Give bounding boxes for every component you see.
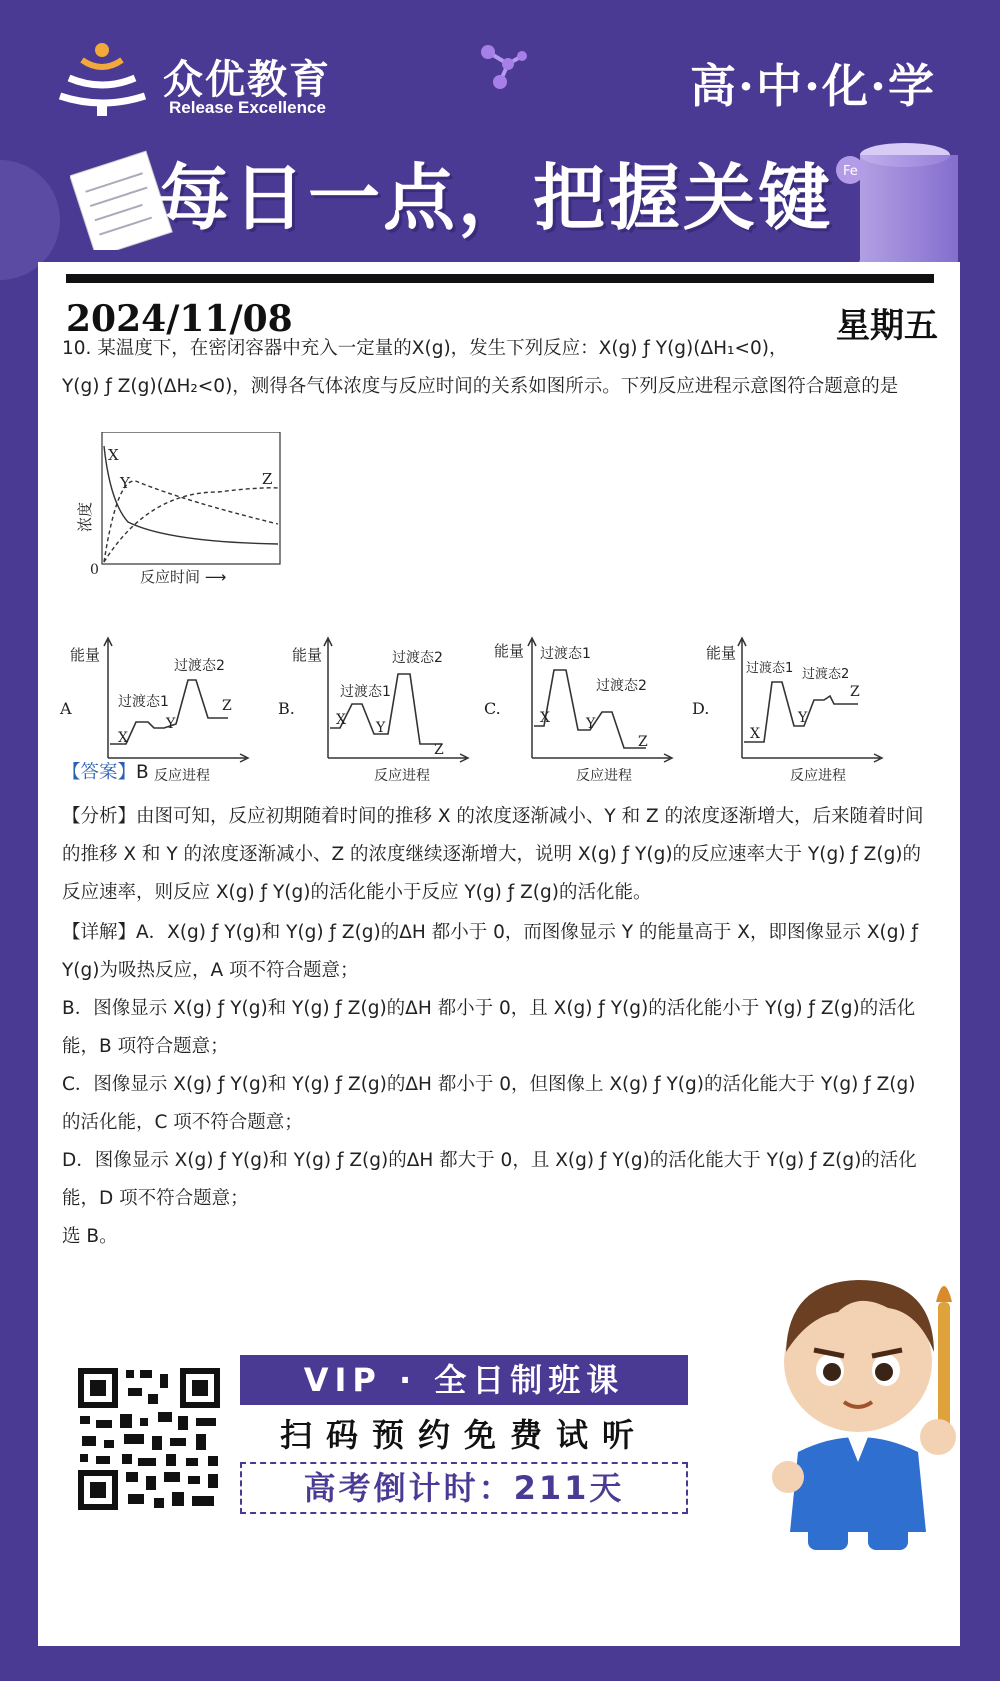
origin-label: 0 [90,562,99,578]
vip-banner[interactable]: VIP · 全日制班课 [240,1355,688,1405]
option-letter: D. [692,699,710,718]
x-label: X [540,710,550,726]
exam-countdown: 高考倒计时：211天 [240,1462,688,1514]
logo-mark-icon [55,40,150,118]
detail-line-4: 能，B 项符合题意； [62,1036,229,1057]
fe-label: Fe [843,164,858,179]
option-letter: A [60,699,72,718]
qr-code[interactable] [74,1364,224,1514]
y-label: Y [376,720,386,736]
option-c-diagram [484,634,699,799]
y-label: Y [798,710,808,726]
option-letter: C. [484,699,501,718]
ts2-label: 过渡态2 [392,650,443,666]
subject-title: 高·中·化·学 [689,59,936,113]
divider [66,274,934,283]
answer-line [62,758,149,784]
question-line-2: Y(g) ƒ Z(g)(ΔH₂<0)，测得各气体浓度与反应时间的关系如图所示。下列反应进程示意图符合题意的是 [62,376,899,397]
energy-label: 能量 [70,646,101,664]
ts1-label: 过渡态1 [746,661,794,676]
header [0,0,1000,260]
option-b-diagram [276,634,491,799]
series-x-label: X [108,446,119,464]
brand-tagline: Release Excellence [169,98,326,117]
progress-label: 反应进程 [576,768,632,784]
y-label: Y [586,716,596,732]
mascot-icon [768,1262,978,1562]
progress-label: 反应进程 [790,768,846,784]
z-label: Z [222,698,232,714]
detail-line-3: B．图像显示 X(g) ƒ Y(g)和 Y(g) ƒ Z(g)的ΔH 都小于 0，且 X(g) ƒ Y(g)的活化能小于 Y(g) ƒ Z(g)的活化 [62,998,916,1019]
series-y-label: Y [120,474,130,492]
option-letter: B. [278,699,295,718]
option-d-diagram [690,634,905,799]
x-label: X [118,730,128,746]
concentration-chart [58,432,318,612]
energy-label: 能量 [292,646,323,664]
analysis-line-2: 的推移 X 和 Y 的浓度逐渐减小、Z 的浓度继续逐渐增大，说明 X(g) ƒ Y(g)的反应速率大于 Y(g) ƒ Z(g)的 [62,844,922,865]
scan-prompt: 扫码预约免费试听 [279,1416,648,1454]
detail-line-9: 选 B。 [62,1226,118,1247]
date: 2024/11/08 [66,298,293,340]
detail-line-5: C．图像显示 X(g) ƒ Y(g)和 Y(g) ƒ Z(g)的ΔH 都小于 0，但图像上 X(g) ƒ Y(g)的活化能大于 Y(g) ƒ Z(g) [62,1074,916,1095]
weekday: 星期五 [836,306,938,346]
series-z-label: Z [262,470,273,488]
z-label: Z [850,684,860,700]
ts2-label: 过渡态2 [174,658,225,674]
detail-line-1: 【详解】A．X(g) ƒ Y(g)和 Y(g) ƒ Z(g)的ΔH 都小于 0，而图像显示 Y 的能量高于 X，即图像显示 X(g) ƒ [62,922,919,943]
x-label: X [750,726,760,742]
detail-line-2: Y(g)为吸热反应，A 项不符合题意； [62,960,359,981]
answer-value: B [136,762,149,783]
ts2-label: 过渡态2 [596,678,647,694]
answer-tag: 【答案】 [62,762,137,783]
analysis-line-3: 反应速率，则反应 X(g) ƒ Y(g)的活化能小于反应 Y(g) ƒ Z(g)的活化能。 [62,882,652,903]
ts1-label: 过渡态1 [540,646,591,662]
progress-label: 反应进程 [374,768,430,784]
progress-label: 反应进程 [154,768,210,784]
z-label: Z [434,742,444,758]
ts1-label: 过渡态1 [118,694,169,710]
analysis-line-1: 【分析】由图可知，反应初期随着时间的推移 X 的浓度逐渐减小、Y 和 Z 的浓度逐渐增大，后来随着时间 [62,806,924,827]
z-label: Z [638,734,648,750]
content-card [38,262,960,1646]
brand-logo[interactable] [55,40,335,120]
detail-line-6: 的活化能，C 项不符合题意； [62,1112,303,1133]
slogan: 每日一点，把握关键 [158,156,834,240]
ts1-label: 过渡态1 [340,684,391,700]
detail-line-8: 能，D 项不符合题意； [62,1188,249,1209]
molecule-icon [478,42,530,92]
question-line-1: 10. 某温度下，在密闭容器中充入一定量的X(g)，发生下列反应：X(g) ƒ Y(g)(ΔH₁<0)， [62,338,788,359]
ts2-label: 过渡态2 [802,667,850,682]
y-label: Y [166,716,176,732]
brand-name: 众优教育 [163,57,331,103]
x-label: X [336,712,346,728]
y-axis-label: 浓度 [76,501,94,532]
energy-label: 能量 [706,644,737,662]
x-axis-label: 反应时间 ⟶ [140,568,227,586]
energy-label: 能量 [494,642,525,660]
detail-line-7: D．图像显示 X(g) ƒ Y(g)和 Y(g) ƒ Z(g)的ΔH 都大于 0，且 X(g) ƒ Y(g)的活化能大于 Y(g) ƒ Z(g)的活化 [62,1150,917,1171]
